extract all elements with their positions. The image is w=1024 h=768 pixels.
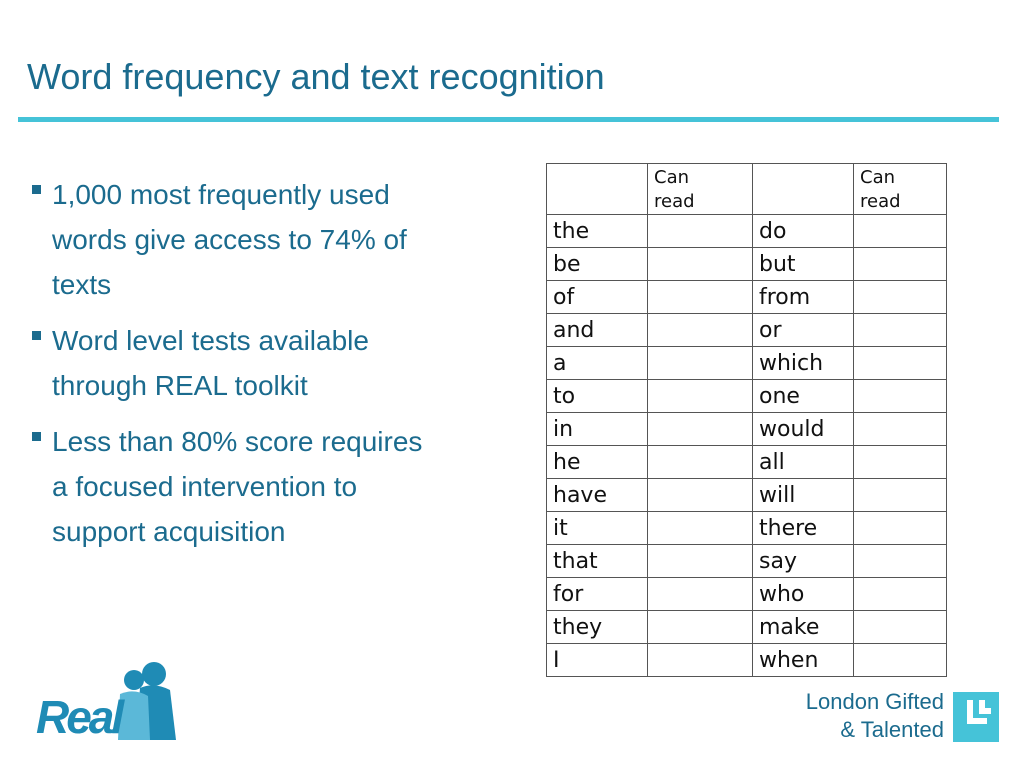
table-row xyxy=(547,380,947,413)
table-body xyxy=(547,215,947,677)
table-row xyxy=(547,644,947,677)
word-cell: he xyxy=(547,446,648,479)
bullet-item xyxy=(32,419,432,554)
can-read-cell[interactable] xyxy=(648,578,753,611)
can-read-cell[interactable] xyxy=(854,215,947,248)
word-cell: I xyxy=(547,644,648,677)
lgt-line-2: & Talented xyxy=(840,717,944,742)
bullet-text: Less than 80% score requires a focused intervention to support acquisition xyxy=(52,426,423,547)
real-logo-text: Real xyxy=(36,691,122,743)
table-header-row xyxy=(547,164,947,215)
bullet-item xyxy=(32,318,432,408)
can-read-cell[interactable] xyxy=(854,380,947,413)
can-read-cell[interactable] xyxy=(854,446,947,479)
word-cell: will xyxy=(753,479,854,512)
can-read-cell[interactable] xyxy=(648,545,753,578)
word-cell: which xyxy=(753,347,854,380)
word-cell: it xyxy=(547,512,648,545)
word-cell: say xyxy=(753,545,854,578)
word-cell: there xyxy=(753,512,854,545)
can-read-cell[interactable] xyxy=(854,281,947,314)
table-header-cell: Can read xyxy=(648,164,753,215)
real-logo xyxy=(36,658,186,742)
can-read-cell[interactable] xyxy=(648,479,753,512)
table-row xyxy=(547,314,947,347)
can-read-cell[interactable] xyxy=(854,248,947,281)
bullet-item xyxy=(32,172,432,307)
table-row xyxy=(547,215,947,248)
word-cell: a xyxy=(547,347,648,380)
lgt-logo-text xyxy=(760,688,944,744)
can-read-cell[interactable] xyxy=(648,281,753,314)
can-read-cell[interactable] xyxy=(648,380,753,413)
can-read-cell[interactable] xyxy=(854,314,947,347)
word-cell: the xyxy=(547,215,648,248)
word-cell: from xyxy=(753,281,854,314)
word-cell: when xyxy=(753,644,854,677)
table-row xyxy=(547,479,947,512)
table-row xyxy=(547,578,947,611)
bullet-list xyxy=(32,172,432,565)
word-cell: to xyxy=(547,380,648,413)
slide-title: Word frequency and text recognition xyxy=(27,56,605,97)
bullet-square-icon xyxy=(32,185,41,194)
can-read-cell[interactable] xyxy=(854,611,947,644)
table-row xyxy=(547,611,947,644)
word-cell: have xyxy=(547,479,648,512)
can-read-cell[interactable] xyxy=(854,479,947,512)
table-row xyxy=(547,512,947,545)
word-cell: be xyxy=(547,248,648,281)
table-row xyxy=(547,347,947,380)
can-read-cell[interactable] xyxy=(648,314,753,347)
bullet-square-icon xyxy=(32,331,41,340)
word-cell: but xyxy=(753,248,854,281)
can-read-cell[interactable] xyxy=(854,413,947,446)
can-read-cell[interactable] xyxy=(854,578,947,611)
can-read-cell[interactable] xyxy=(648,347,753,380)
can-read-cell[interactable] xyxy=(648,248,753,281)
table-row xyxy=(547,446,947,479)
table-row xyxy=(547,413,947,446)
word-cell: or xyxy=(753,314,854,347)
can-read-cell[interactable] xyxy=(648,512,753,545)
can-read-cell[interactable] xyxy=(854,347,947,380)
lgt-logo-icon xyxy=(953,692,999,742)
table-row xyxy=(547,248,947,281)
can-read-cell[interactable] xyxy=(648,644,753,677)
can-read-cell[interactable] xyxy=(854,512,947,545)
table-header-cell xyxy=(753,164,854,215)
lgt-line-1: London Gifted xyxy=(805,689,944,714)
title-divider xyxy=(18,117,999,122)
bullet-square-icon xyxy=(32,432,41,441)
can-read-cell[interactable] xyxy=(648,446,753,479)
word-cell: all xyxy=(753,446,854,479)
word-cell: for xyxy=(547,578,648,611)
word-cell: do xyxy=(753,215,854,248)
word-cell: who xyxy=(753,578,854,611)
word-cell: make xyxy=(753,611,854,644)
can-read-cell[interactable] xyxy=(648,611,753,644)
word-cell: of xyxy=(547,281,648,314)
table-row xyxy=(547,281,947,314)
can-read-cell[interactable] xyxy=(854,545,947,578)
table-header-cell: Can read xyxy=(854,164,947,215)
word-cell: one xyxy=(753,380,854,413)
table-row xyxy=(547,545,947,578)
word-cell: that xyxy=(547,545,648,578)
bullet-text: Word level tests available through REAL toolkit xyxy=(52,325,369,401)
word-checklist-table xyxy=(546,163,947,677)
word-cell: and xyxy=(547,314,648,347)
can-read-cell[interactable] xyxy=(648,215,753,248)
table-header-cell xyxy=(547,164,648,215)
word-cell: in xyxy=(547,413,648,446)
can-read-cell[interactable] xyxy=(854,644,947,677)
bullet-text: 1,000 most frequently used words give access to 74% of texts xyxy=(52,179,407,300)
word-cell: would xyxy=(753,413,854,446)
word-cell: they xyxy=(547,611,648,644)
can-read-cell[interactable] xyxy=(648,413,753,446)
